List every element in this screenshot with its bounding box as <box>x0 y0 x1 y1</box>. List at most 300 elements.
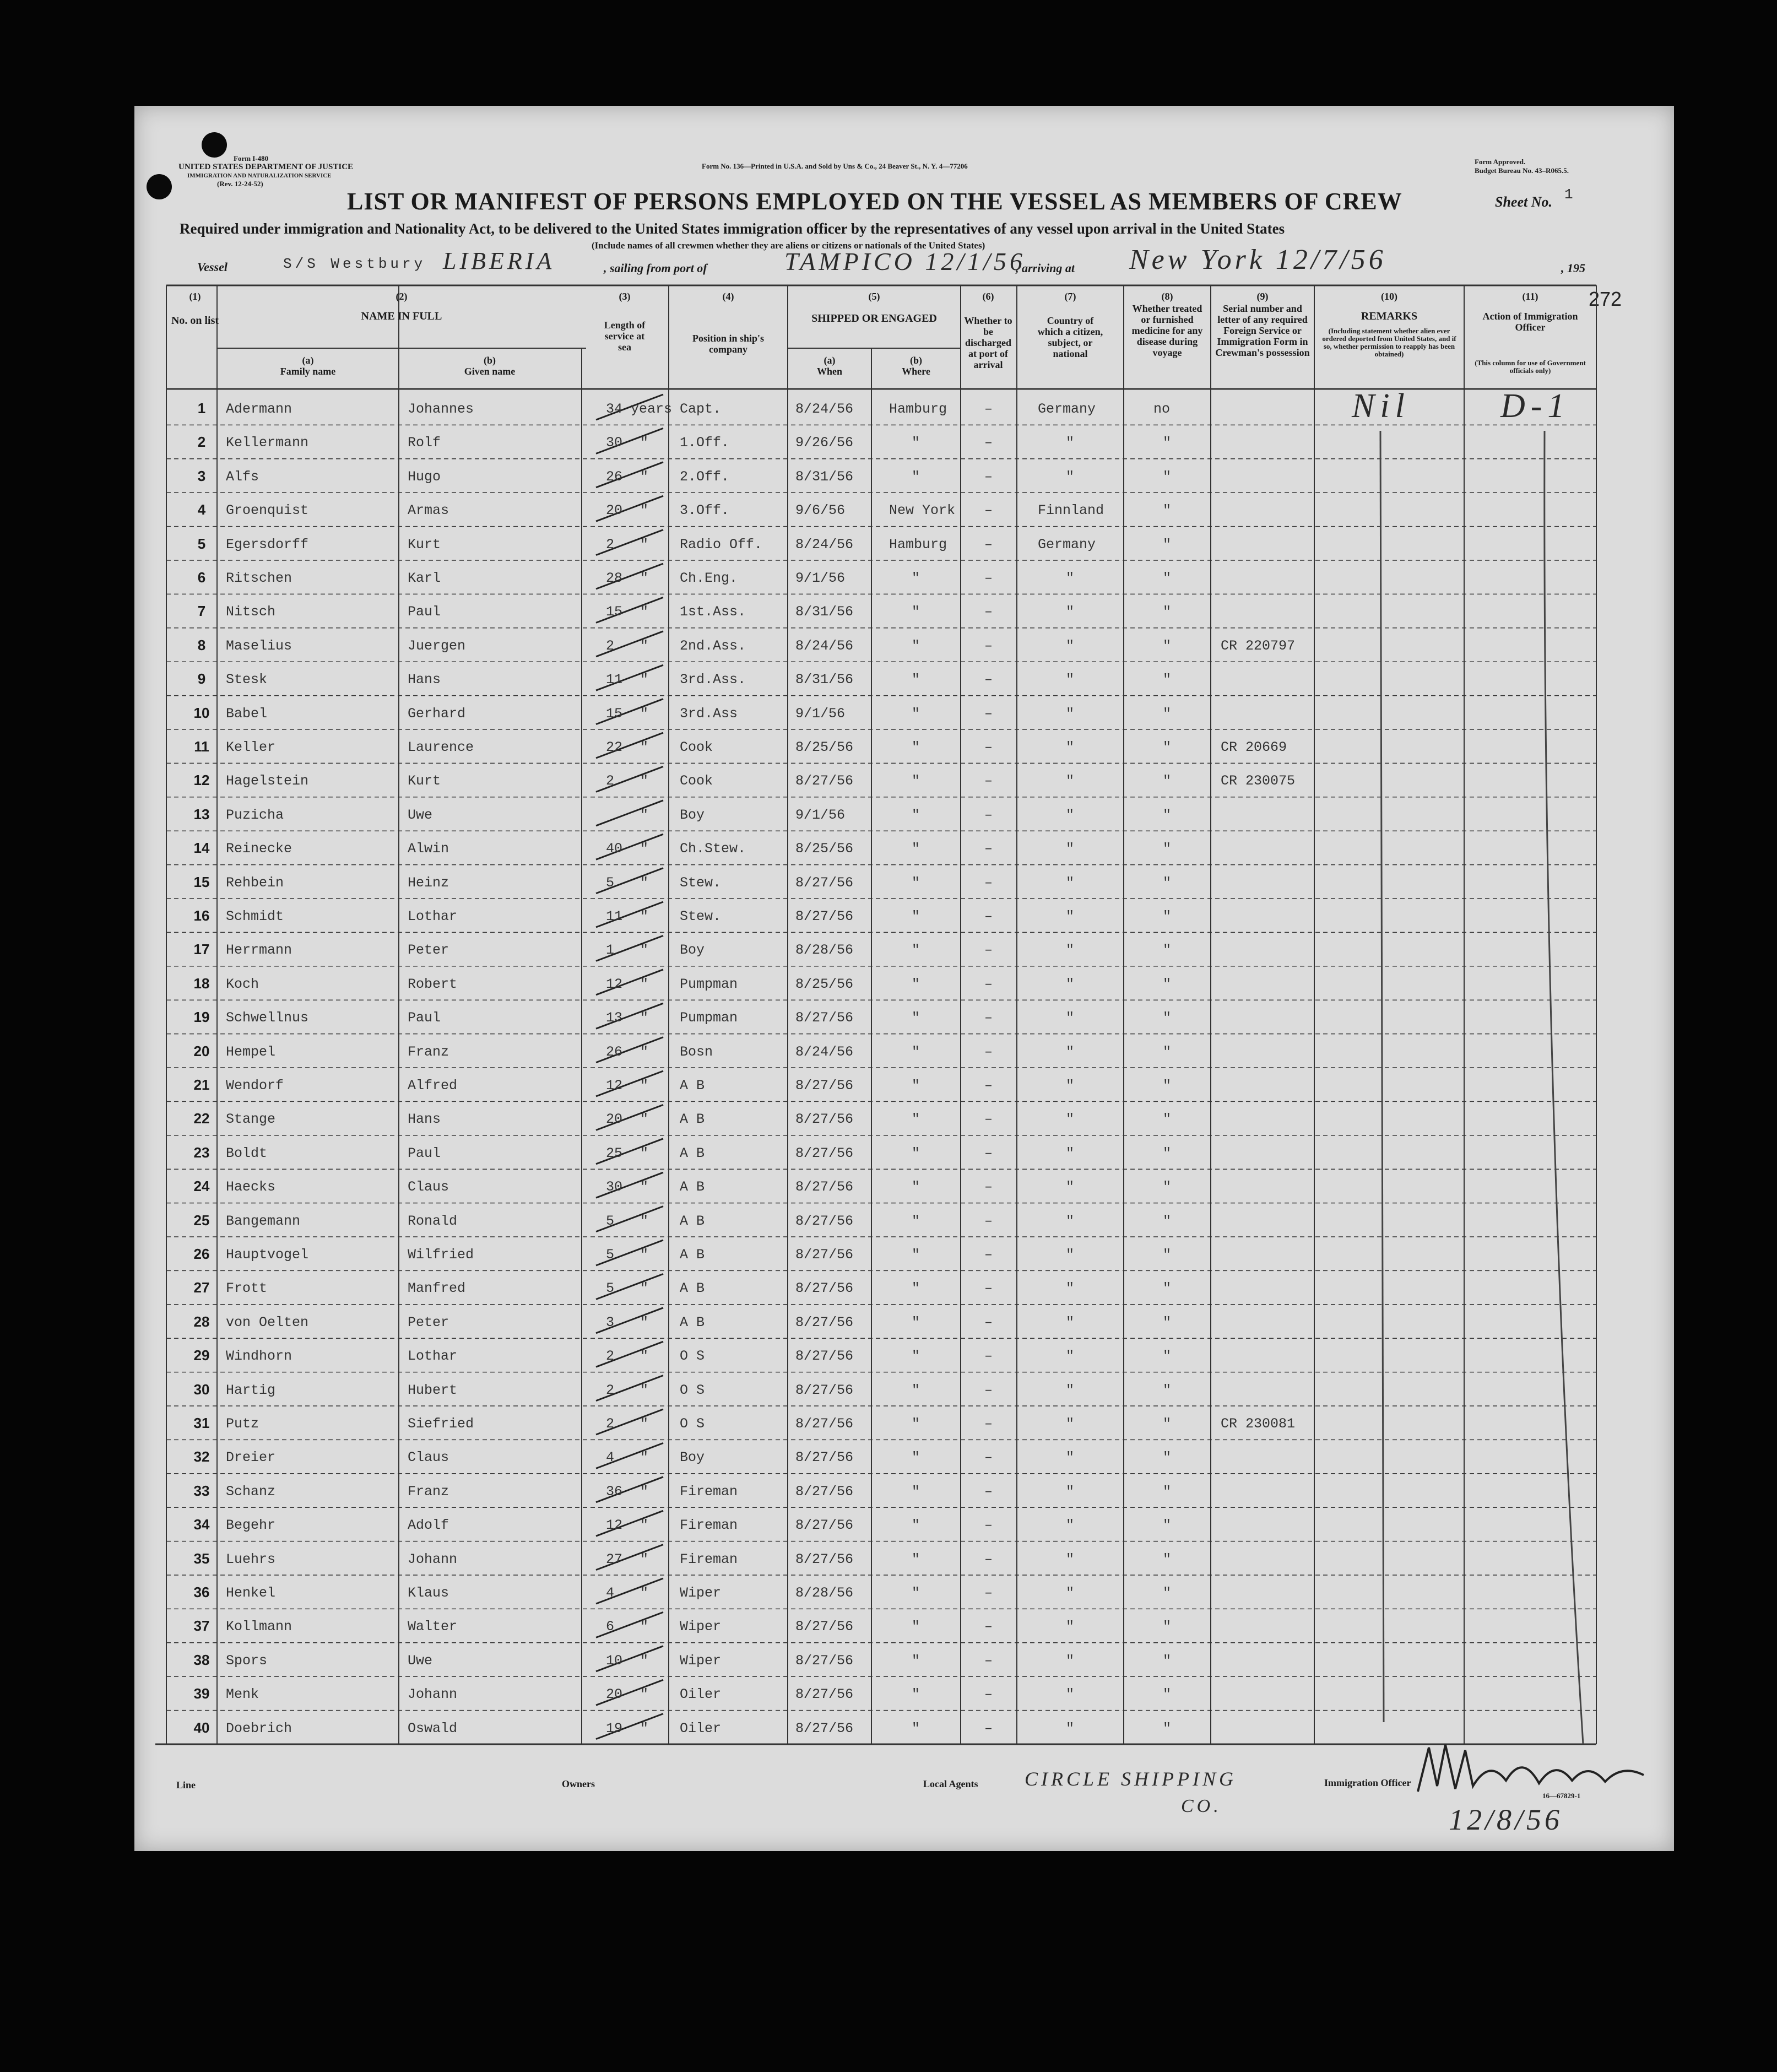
shipped-when-cell: 9/1/56 <box>795 807 846 823</box>
given-name-cell: Karl <box>408 570 441 586</box>
shipped-when-cell: 8/27/56 <box>795 1686 854 1703</box>
medicine-cell: " <box>1163 468 1172 485</box>
discharge-cell: – <box>984 502 993 519</box>
discharge-cell: – <box>984 1686 993 1703</box>
shipped-where-cell: " <box>912 976 920 992</box>
shipped-where-cell: " <box>912 1314 920 1330</box>
medicine-cell: " <box>1163 1585 1172 1601</box>
shipped-where-cell: " <box>912 1213 920 1229</box>
col3-num: (3) <box>619 291 631 302</box>
medicine-cell: " <box>1163 435 1172 451</box>
discharge-cell: – <box>984 1416 993 1432</box>
family-name-cell: Dreier <box>226 1449 276 1466</box>
shipped-where-cell: " <box>912 1382 920 1398</box>
country-cell: " <box>1066 976 1075 992</box>
row-number: 23 <box>193 1144 210 1161</box>
sheet-label: Sheet No. <box>1495 194 1552 210</box>
position-cell: Stew. <box>680 874 722 891</box>
position-cell: Stew. <box>680 908 722 924</box>
country-cell: " <box>1066 807 1075 823</box>
family-name-cell: Schwellnus <box>226 1010 309 1026</box>
shipped-where-cell: " <box>912 1585 920 1601</box>
discharge-cell: – <box>984 874 993 891</box>
shipped-when-cell: 8/31/56 <box>795 672 854 688</box>
shipped-where-cell: " <box>912 739 920 755</box>
service-cell: 3 <box>606 1314 615 1330</box>
medicine-cell: " <box>1163 1010 1172 1026</box>
stamp-number: 272 <box>1589 288 1622 310</box>
remarks-handwritten: Nil <box>1352 387 1410 425</box>
shipped-where-cell: " <box>912 705 920 722</box>
col10-num: (10) <box>1381 291 1397 302</box>
position-cell: A B <box>680 1247 705 1263</box>
given-name-cell: Hubert <box>408 1382 458 1398</box>
discharge-cell: – <box>984 1382 993 1398</box>
row-number: 13 <box>193 805 210 823</box>
service-ditto: " <box>640 1720 649 1736</box>
given-name-cell: Rolf <box>408 435 441 451</box>
discharge-cell: – <box>984 1720 993 1736</box>
family-name-cell: Hagelstein <box>226 773 309 789</box>
shipped-where-cell: " <box>912 435 920 451</box>
col10-note: (Including statement whether alien ever ordered deported from United States, and if so, whether permission to reapply has been obtained) <box>1322 327 1456 358</box>
service-cell: 2 <box>606 1382 615 1398</box>
medicine-cell: " <box>1163 570 1172 586</box>
shipped-when-cell: 8/28/56 <box>795 1585 854 1601</box>
col10-label: REMARKS <box>1361 310 1418 322</box>
service-ditto: " <box>640 1078 649 1094</box>
vessel-label: Vessel <box>197 260 227 274</box>
row-number: 32 <box>193 1448 210 1465</box>
bottom-code: 16—67829-1 <box>1542 1792 1581 1800</box>
shipped-when-cell: 8/27/56 <box>795 1145 854 1161</box>
position-cell: Wiper <box>680 1619 722 1635</box>
given-name-cell: Oswald <box>408 1720 458 1736</box>
service-cell: 26 <box>606 468 623 485</box>
col2a-label: Family name <box>280 366 336 377</box>
position-cell: Radio Off. <box>680 536 763 553</box>
shipped-where-cell: " <box>912 1078 920 1094</box>
country-cell: Finnland <box>1038 502 1104 519</box>
service-ditto: " <box>640 1652 649 1669</box>
medicine-cell: " <box>1163 1686 1172 1703</box>
col1-num: (1) <box>189 291 201 302</box>
col7-num: (7) <box>1064 291 1076 302</box>
given-name-cell: Kurt <box>408 773 441 789</box>
given-name-cell: Uwe <box>408 1652 433 1669</box>
medicine-cell: " <box>1163 1483 1172 1500</box>
medicine-cell: " <box>1163 502 1172 519</box>
country-cell: " <box>1066 1348 1075 1365</box>
medicine-cell: " <box>1163 1145 1172 1161</box>
service-cell: 5 <box>606 1213 615 1229</box>
given-name-cell: Hans <box>408 1111 441 1128</box>
discharge-cell: – <box>984 1551 993 1567</box>
shipped-when-cell: 8/27/56 <box>795 1078 854 1094</box>
country-cell: " <box>1066 739 1075 755</box>
position-cell: Cook <box>680 739 713 755</box>
service-ditto: " <box>640 1179 649 1195</box>
shipped-where-cell: " <box>912 1179 920 1195</box>
row-number: 7 <box>197 603 206 620</box>
medicine-cell: " <box>1163 536 1172 553</box>
family-name-cell: Hartig <box>226 1382 276 1398</box>
service-cell: 19 <box>606 1720 623 1736</box>
service-cell: 6 <box>606 1619 615 1635</box>
shipped-where-cell: " <box>912 1686 920 1703</box>
discharge-cell: – <box>984 1179 993 1195</box>
country-cell: " <box>1066 874 1075 891</box>
service-ditto: " <box>640 1348 649 1365</box>
discharge-cell: – <box>984 468 993 485</box>
country-cell: " <box>1066 1213 1075 1229</box>
shipped-when-cell: 9/1/56 <box>795 570 846 586</box>
discharge-cell: – <box>984 570 993 586</box>
position-cell: Fireman <box>680 1517 738 1534</box>
medicine-cell: " <box>1163 1314 1172 1330</box>
row-number: 19 <box>193 1009 210 1026</box>
service-ditto: " <box>640 807 649 823</box>
shipped-where-cell: " <box>912 1145 920 1161</box>
col2b-label: Given name <box>464 366 516 377</box>
medicine-cell: " <box>1163 1720 1172 1736</box>
row-number: 5 <box>197 535 206 552</box>
footer-agents-value: CIRCLE SHIPPING <box>1025 1768 1237 1790</box>
given-name-cell: Uwe <box>408 807 433 823</box>
shipped-when-cell: 8/31/56 <box>795 468 854 485</box>
footer-agents-label: Local Agents <box>923 1778 978 1789</box>
family-name-cell: Keller <box>226 739 276 755</box>
service-ditto: " <box>640 942 649 959</box>
position-cell: O S <box>680 1416 705 1432</box>
form-rev: (Rev. 12-24-52) <box>217 180 263 188</box>
service-cell: 4 <box>606 1585 615 1601</box>
service-ditto: " <box>640 739 649 755</box>
family-name-cell: Ritschen <box>226 570 292 586</box>
service-ditto: " <box>640 1449 649 1466</box>
shipped-where-cell: " <box>912 1449 920 1466</box>
shipped-where-cell: " <box>912 1517 920 1534</box>
row-number: 9 <box>197 670 206 688</box>
discharge-cell: – <box>984 1585 993 1601</box>
position-cell: Fireman <box>680 1551 738 1567</box>
discharge-cell: – <box>984 604 993 620</box>
family-name-cell: Alfs <box>226 468 259 485</box>
officer-date: 12/8/56 <box>1449 1803 1563 1836</box>
given-name-cell: Wilfried <box>408 1247 474 1263</box>
discharge-cell: – <box>984 1010 993 1026</box>
service-ditto: " <box>640 1145 649 1161</box>
service-cell: 2 <box>606 1348 615 1365</box>
given-name-cell: Klaus <box>408 1585 449 1601</box>
position-cell: A B <box>680 1213 705 1229</box>
given-name-cell: Manfred <box>408 1280 466 1297</box>
medicine-cell: " <box>1163 705 1172 722</box>
col1-label: No. on list <box>171 315 219 327</box>
service-ditto: " <box>640 874 649 891</box>
medicine-cell: " <box>1163 1247 1172 1263</box>
family-name-cell: Doebrich <box>226 1720 292 1736</box>
position-cell: A B <box>680 1145 705 1161</box>
position-cell: 3.Off. <box>680 502 730 519</box>
shipped-when-cell: 8/24/56 <box>795 401 854 417</box>
shipped-where-cell: " <box>912 570 920 586</box>
position-cell: A B <box>680 1314 705 1330</box>
service-ditto: " <box>640 1213 649 1229</box>
medicine-cell: " <box>1163 1449 1172 1466</box>
col8-num: (8) <box>1161 291 1173 302</box>
col7-label: Country of which a citizen, subject, or national <box>1037 315 1103 359</box>
shipped-when-cell: 8/25/56 <box>795 976 854 992</box>
col5-label: SHIPPED OR ENGAGED <box>811 312 937 324</box>
given-name-cell: Alfred <box>408 1078 458 1094</box>
service-cell: 15 <box>606 604 623 620</box>
shipped-where-cell: " <box>912 841 920 857</box>
position-cell: Boy <box>680 1449 705 1466</box>
country-cell: " <box>1066 468 1075 485</box>
shipped-when-cell: 9/1/56 <box>795 705 846 722</box>
medicine-cell: " <box>1163 1078 1172 1094</box>
shipped-where-cell: " <box>912 604 920 620</box>
service-cell: 10 <box>606 1652 623 1669</box>
shipped-when-cell: 8/27/56 <box>795 1517 854 1534</box>
row-number: 37 <box>193 1617 210 1635</box>
given-name-cell: Paul <box>408 1145 441 1161</box>
row-number: 17 <box>193 941 210 958</box>
given-name-cell: Johannes <box>408 401 474 417</box>
service-ditto: " <box>640 637 649 654</box>
family-name-cell: Stesk <box>226 672 268 688</box>
service-cell: 5 <box>606 1280 615 1297</box>
country-cell: " <box>1066 1280 1075 1297</box>
service-ditto: " <box>640 705 649 722</box>
shipped-where-cell: " <box>912 1247 920 1263</box>
shipped-when-cell: 8/27/56 <box>795 1652 854 1669</box>
service-cell: 20 <box>606 1686 623 1703</box>
service-ditto: " <box>640 1551 649 1567</box>
country-cell: " <box>1066 1416 1075 1432</box>
service-cell: 27 <box>606 1551 623 1567</box>
col5a-label: When <box>816 366 842 377</box>
arriving-label: , arriving at <box>1016 261 1075 275</box>
position-cell: 3rd.Ass. <box>680 672 746 688</box>
medicine-cell: " <box>1163 807 1172 823</box>
family-name-cell: Kellermann <box>226 435 309 451</box>
given-name-cell: Johann <box>408 1686 458 1703</box>
given-name-cell: Franz <box>408 1043 449 1060</box>
country-cell: " <box>1066 604 1075 620</box>
position-cell: A B <box>680 1078 705 1094</box>
form-approved: Form Approved. <box>1475 158 1526 166</box>
family-name-cell: Henkel <box>226 1585 276 1601</box>
medicine-cell: " <box>1163 1043 1172 1060</box>
position-cell: Pumpman <box>680 976 738 992</box>
col4-num: (4) <box>722 291 734 302</box>
family-name-cell: Koch <box>226 976 259 992</box>
service-cell: 5 <box>606 874 615 891</box>
position-cell: 1st.Ass. <box>680 604 746 620</box>
family-name-cell: von Oelten <box>226 1314 309 1330</box>
discharge-cell: – <box>984 672 993 688</box>
service-cell: 2 <box>606 536 615 553</box>
col6-label: Whether to be discharged at port of arrival <box>964 315 1012 370</box>
row-number: 35 <box>193 1550 210 1567</box>
country-cell: " <box>1066 1111 1075 1128</box>
page-title: LIST OR MANIFEST OF PERSONS EMPLOYED ON THE VESSEL AS MEMBERS OF CREW <box>347 188 1402 215</box>
col2b-num: (b) <box>484 355 496 366</box>
service-cell: 20 <box>606 502 623 519</box>
service-cell: 34 years <box>606 401 673 417</box>
shipped-when-cell: 8/28/56 <box>795 942 854 959</box>
service-cell: 40 <box>606 841 623 857</box>
col9-num: (9) <box>1256 291 1269 302</box>
family-name-cell: Bangemann <box>226 1213 301 1229</box>
year-label: , 195 <box>1561 261 1585 275</box>
sailing-label: , sailing from port of <box>604 261 707 275</box>
service-ditto: " <box>640 1483 649 1500</box>
row-number: 18 <box>193 975 210 992</box>
position-cell: Wiper <box>680 1652 722 1669</box>
service-cell: 2 <box>606 637 615 654</box>
shipped-when-cell: 8/27/56 <box>795 773 854 789</box>
shipped-where-cell: Hamburg <box>889 401 947 417</box>
medicine-cell: " <box>1163 672 1172 688</box>
family-name-cell: Reinecke <box>226 841 292 857</box>
shipped-when-cell: 8/27/56 <box>795 1111 854 1128</box>
row-number: 2 <box>197 434 206 451</box>
vessel-flag: LIBERIA <box>443 247 555 274</box>
country-cell: " <box>1066 1517 1075 1534</box>
family-name-cell: Maselius <box>226 637 292 654</box>
position-cell: 2.Off. <box>680 468 730 485</box>
subtitle-note: (Include names of all crewmen whether they are aliens or citizens or nationals of the United States) <box>592 240 985 251</box>
col2-label: NAME IN FULL <box>361 310 442 322</box>
row-number: 10 <box>193 704 210 721</box>
family-name-cell: Begehr <box>226 1517 276 1534</box>
shipped-when-cell: 8/27/56 <box>795 1280 854 1297</box>
footer-officer-label: Immigration Officer <box>1324 1777 1411 1788</box>
shipped-where-cell: " <box>912 1010 920 1026</box>
country-cell: " <box>1066 570 1075 586</box>
discharge-cell: – <box>984 976 993 992</box>
family-name-cell: Kollmann <box>226 1619 292 1635</box>
position-cell: Ch.Eng. <box>680 570 738 586</box>
service-cell: 26 <box>606 1043 623 1060</box>
country-cell: " <box>1066 773 1075 789</box>
discharge-cell: – <box>984 435 993 451</box>
shipped-when-cell: 8/27/56 <box>795 874 854 891</box>
family-name-cell: Hempel <box>226 1043 276 1060</box>
service-ditto: " <box>640 1043 649 1060</box>
given-name-cell: Heinz <box>408 874 449 891</box>
country-cell: " <box>1066 942 1075 959</box>
serial-cell: CR 20669 <box>1221 739 1287 755</box>
given-name-cell: Lothar <box>408 1348 458 1365</box>
family-name-cell: Nitsch <box>226 604 276 620</box>
service-check-stroke <box>596 800 663 826</box>
given-name-cell: Robert <box>408 976 458 992</box>
service-cell: 12 <box>606 1517 623 1534</box>
position-cell: Bosn <box>680 1043 713 1060</box>
shipped-when-cell: 8/27/56 <box>795 908 854 924</box>
given-name-cell: Walter <box>408 1619 458 1635</box>
country-cell: " <box>1066 435 1075 451</box>
country-cell: " <box>1066 1078 1075 1094</box>
officer-signature <box>1412 1736 1655 1803</box>
given-name-cell: Franz <box>408 1483 449 1500</box>
form-printer: Form No. 136—Printed in U.S.A. and Sold by Uns & Co., 24 Beaver St., N. Y. 4—77206 <box>702 162 968 170</box>
shipped-when-cell: 8/27/56 <box>795 1247 854 1263</box>
row-number: 22 <box>193 1110 210 1127</box>
family-name-cell: Hauptvogel <box>226 1247 309 1263</box>
country-cell: " <box>1066 1010 1075 1026</box>
medicine-cell: " <box>1163 1111 1172 1128</box>
form-service: IMMIGRATION AND NATURALIZATION SERVICE <box>187 172 332 179</box>
col5b-label: Where <box>902 366 930 377</box>
position-cell: Wiper <box>680 1585 722 1601</box>
family-name-cell: Frott <box>226 1280 268 1297</box>
row-number: 30 <box>193 1381 210 1398</box>
row-number: 27 <box>193 1279 210 1296</box>
col2a-num: (a) <box>302 355 314 366</box>
service-cell: 4 <box>606 1449 615 1466</box>
country-cell: " <box>1066 1314 1075 1330</box>
position-cell: 1.Off. <box>680 435 730 451</box>
row-number: 21 <box>193 1076 210 1093</box>
position-cell: O S <box>680 1348 705 1365</box>
row-number: 39 <box>193 1685 210 1702</box>
shipped-where-cell: " <box>912 1043 920 1060</box>
position-cell: Fireman <box>680 1483 738 1500</box>
medicine-cell: " <box>1163 1382 1172 1398</box>
service-ditto: " <box>640 1111 649 1128</box>
shipped-when-cell: 8/27/56 <box>795 1314 854 1330</box>
family-name-cell: Windhorn <box>226 1348 292 1365</box>
service-cell: 12 <box>606 1078 623 1094</box>
col4-label: Position in ship's company <box>692 333 765 355</box>
position-cell: Boy <box>680 942 705 959</box>
row-number: 40 <box>193 1719 210 1736</box>
shipped-where-cell: " <box>912 773 920 789</box>
footer-owners-label: Owners <box>562 1778 595 1789</box>
shipped-when-cell: 8/27/56 <box>795 1179 854 1195</box>
row-number: 8 <box>197 636 206 653</box>
family-name-cell: Boldt <box>226 1145 268 1161</box>
col2-num: (2) <box>396 291 408 302</box>
remarks-ditto-line <box>1380 431 1384 1722</box>
medicine-cell: " <box>1163 637 1172 654</box>
country-cell: " <box>1066 1145 1075 1161</box>
service-cell: 30 <box>606 435 623 451</box>
shipped-where-cell: " <box>912 1348 920 1365</box>
shipped-when-cell: 8/25/56 <box>795 841 854 857</box>
given-name-cell: Peter <box>408 1314 449 1330</box>
medicine-cell: " <box>1163 874 1172 891</box>
family-name-cell: Adermann <box>226 401 292 417</box>
service-cell: 2 <box>606 1416 615 1432</box>
country-cell: " <box>1066 1652 1075 1669</box>
shipped-when-cell: 8/27/56 <box>795 1449 854 1466</box>
shipped-where-cell: " <box>912 468 920 485</box>
medicine-cell: " <box>1163 1213 1172 1229</box>
shipped-when-cell: 8/27/56 <box>795 1551 854 1567</box>
given-name-cell: Hugo <box>408 468 441 485</box>
given-name-cell: Ronald <box>408 1213 458 1229</box>
shipped-when-cell: 8/27/56 <box>795 1348 854 1365</box>
discharge-cell: – <box>984 1348 993 1365</box>
service-ditto: " <box>640 468 649 485</box>
given-name-cell: Paul <box>408 604 441 620</box>
